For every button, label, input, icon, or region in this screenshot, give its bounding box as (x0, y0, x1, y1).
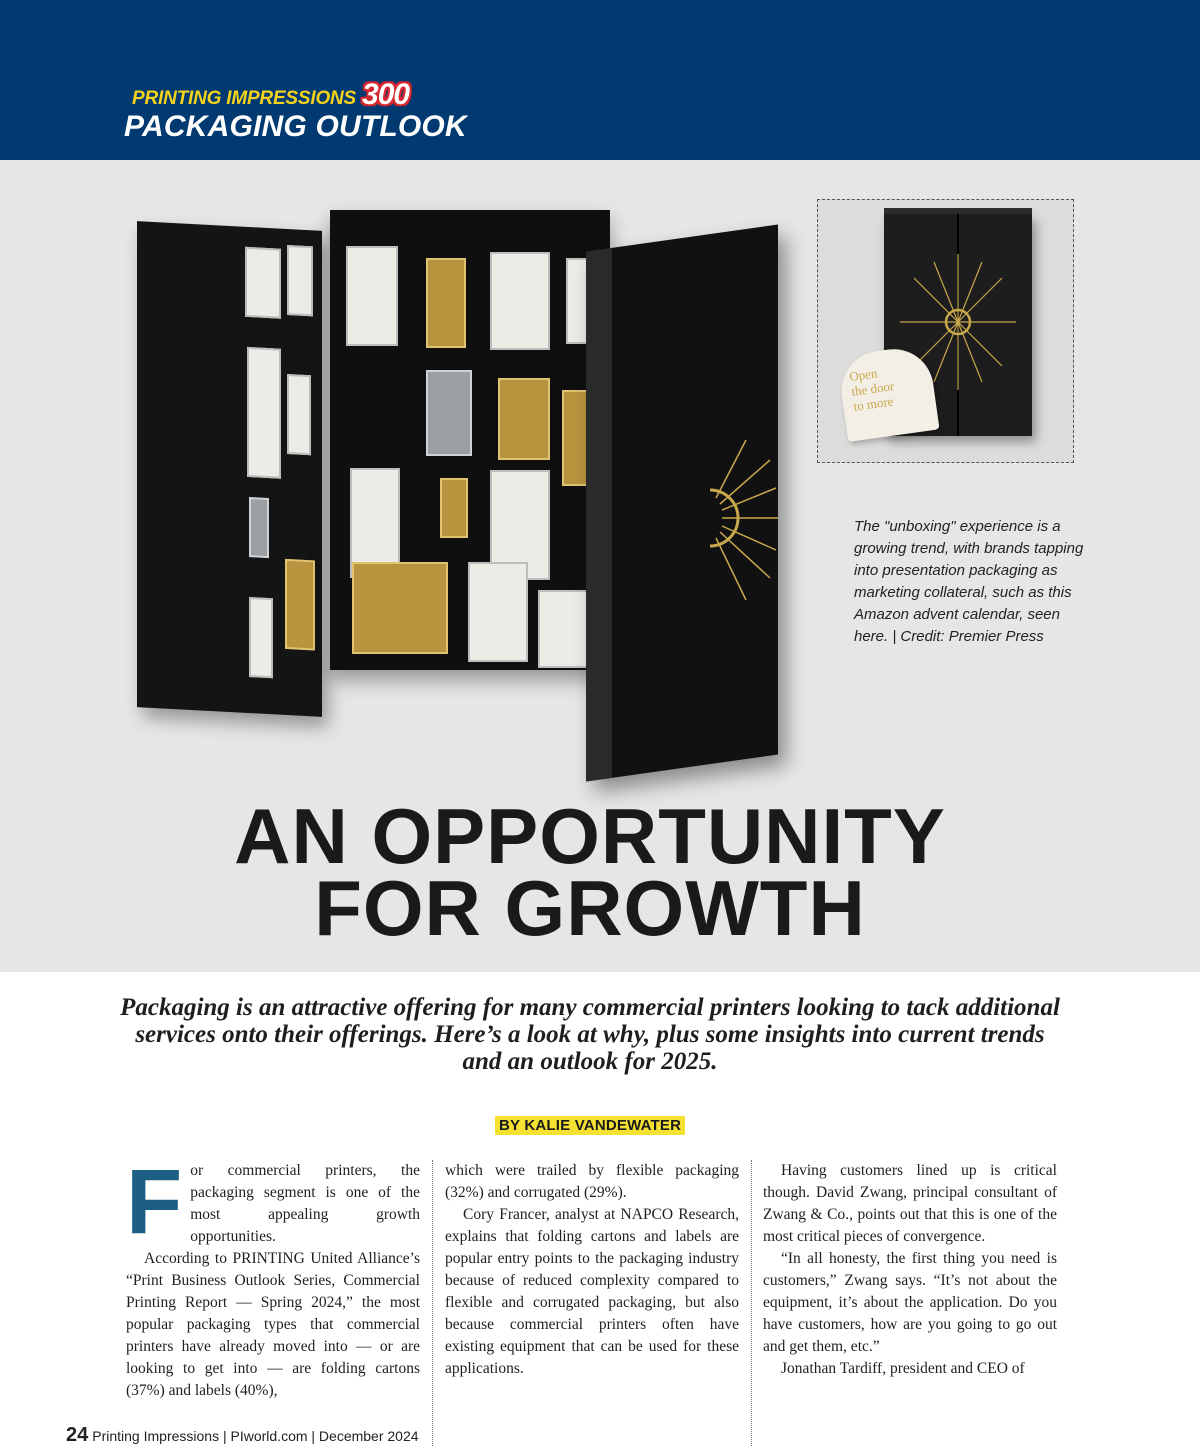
headline-line-1: AN OPPORTUNITY (234, 792, 946, 880)
body-paragraph: Cory Francer, analyst at NAPCO Research, explains that folding cartons and labels are popular entry points to the packaging industry because of reduced complexity compared to flexible and corrugated packaging, but also because commercial printers often have existing equipment that can be used for these applications. (445, 1206, 739, 1377)
byline: BY KALIE VANDEWATER (495, 1116, 685, 1135)
door-illustration (346, 246, 398, 346)
section-title: PACKAGING OUTLOOK (124, 110, 467, 143)
box-right-edge (586, 248, 612, 782)
body-paragraph: or commercial printers, the packaging segment is one of the most appealing growth opportunities. (190, 1162, 420, 1245)
door-illustration (245, 247, 281, 319)
body-paragraph: “In all honesty, the first thing you need is customers,” Zwang says. “It’s not about the equipment, it’s about the application. Do you have customers, how are you going to go out and get them, etc.” (763, 1250, 1057, 1355)
column-divider (751, 1160, 752, 1446)
column-divider (432, 1160, 433, 1446)
sunburst-icon (700, 420, 820, 620)
door-illustration (468, 562, 528, 662)
page-title (0, 792, 1180, 952)
footer-text: Printing Impressions | PIworld.com | December 2024 (92, 1428, 419, 1444)
door-illustration (287, 245, 313, 316)
box-left-panel (137, 221, 322, 717)
brand-name: PRINTING IMPRESSIONS (132, 88, 357, 109)
brand-number: 300 (362, 78, 410, 111)
door-illustration (426, 258, 466, 348)
header-band (0, 0, 1200, 160)
body-column-3 (763, 1160, 1057, 1380)
door-illustration (490, 252, 550, 350)
body-paragraph: Having customers lined up is critical though. David Zwang, principal consultant of Zwang & Co., points out that this is one of the most critical pieces of convergence. (763, 1162, 1057, 1245)
door-illustration (285, 559, 315, 651)
inset-card-text: Open the door to more (848, 365, 896, 414)
hero-image (0, 160, 1200, 972)
door-illustration (287, 374, 311, 455)
page-number: 24 (66, 1424, 89, 1446)
drop-cap: F (126, 1151, 183, 1253)
photo-caption: The "unboxing" experience is a growing trend, with brands tapping into presentation packaging as marketing collateral, such as this Amazon advent calendar, seen here. | Credit: Premier Press (854, 518, 1084, 645)
body-paragraph: According to PRINTING United Alliance’s “Print Business Outlook Series, Commercial Printing Report — Spring 2024,” the most popular packaging types that commercial printers have already moved into — or are looking to get into — are folding cartons (37%) and labels (40%), (126, 1250, 420, 1399)
door-illustration (249, 497, 269, 558)
body-paragraph: which were trailed by flexible packaging (32%) and corrugated (29%). (445, 1162, 739, 1201)
inset-photo (817, 199, 1074, 463)
body-paragraph: Jonathan Tardiff, president and CEO of (781, 1360, 1025, 1377)
door-illustration (352, 562, 448, 654)
door-illustration (498, 378, 550, 460)
deck: Packaging is an attractive offering for many commercial printers looking to tack additional services onto their offerings. Here’s a look at why, plus some insights into current trends and an outlook for 2025. (120, 994, 1060, 1075)
body-column-2 (445, 1160, 739, 1380)
brand-logo (132, 78, 409, 112)
page-footer (66, 1424, 419, 1447)
body-column-1 (126, 1151, 420, 1402)
door-illustration (426, 370, 472, 456)
door-illustration (249, 597, 273, 678)
box-inner-panel (330, 210, 610, 670)
door-illustration (440, 478, 468, 538)
headline-line-2: FOR GROWTH (314, 864, 866, 952)
door-illustration (247, 347, 281, 479)
